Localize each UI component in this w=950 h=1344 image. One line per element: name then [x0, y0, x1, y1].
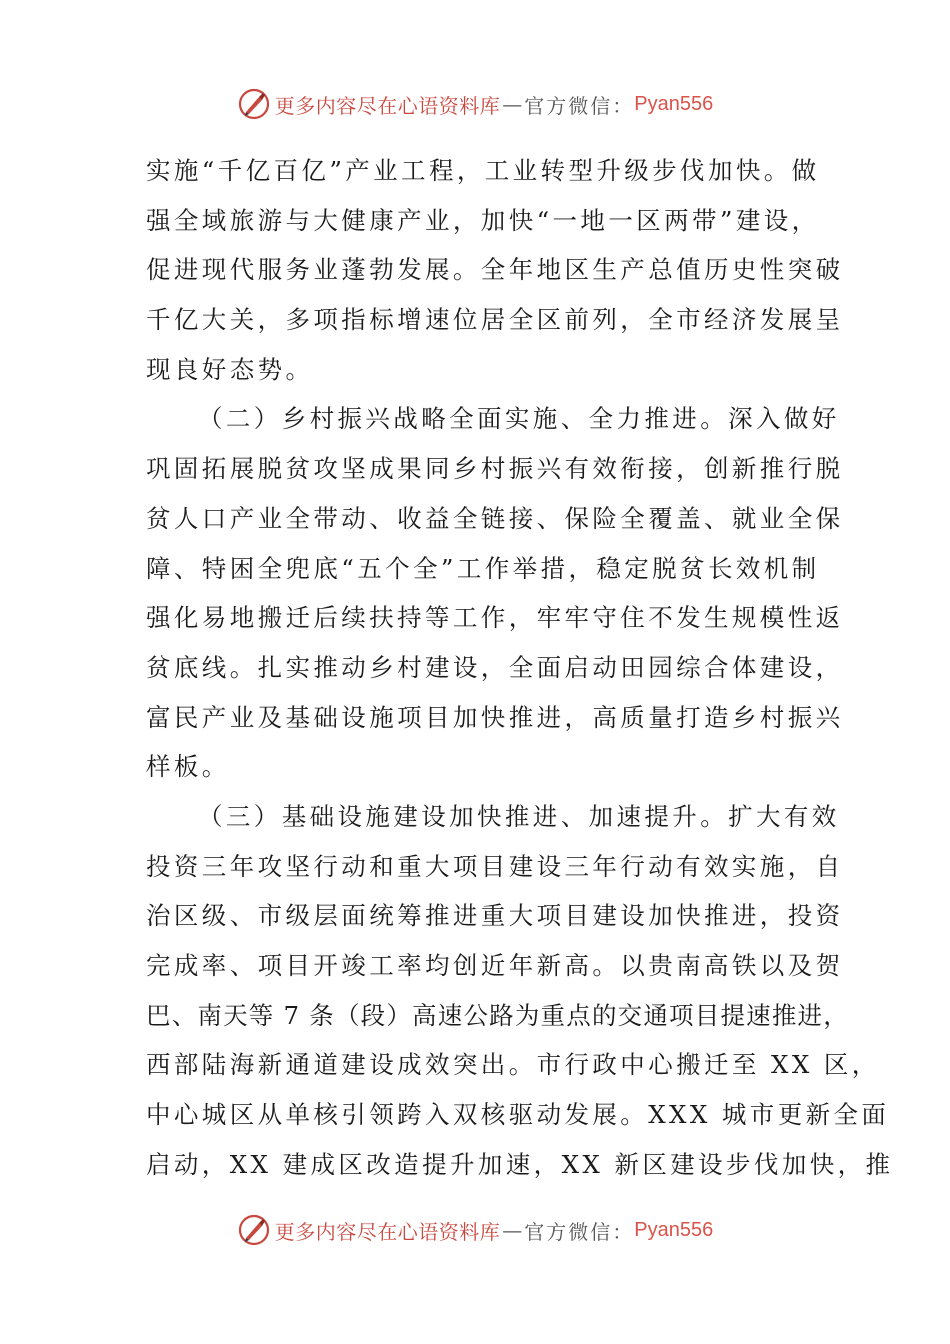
body-line: 强化易地搬迁后续扶持等工作，牢牢守住不发生规模性返 [146, 603, 844, 633]
header-brand-text: 更多内容尽在心语资料库 [274, 93, 501, 118]
footer-dash: — [502, 1218, 523, 1242]
body-line: 实施“千亿百亿”产业工程，工业转型升级步伐加快。做 [146, 156, 820, 185]
body-line: 中心城区从单核引领跨入双核驱动发展。XXX 城市更新全面 [146, 1100, 890, 1130]
header-watermark [0, 84, 950, 124]
header-wechat-id: Pyan556 [634, 92, 714, 115]
body-line: 千亿大关，多项指标增速位居全区前列，全市经济发展呈 [146, 305, 844, 335]
pen-logo-icon [237, 87, 271, 121]
section-heading-line: （三）基础设施建设加快推进、加速提升。扩大有效 [198, 801, 840, 831]
document-body [146, 146, 894, 1189]
footer-brand-text: 更多内容尽在心语资料库 [274, 1219, 501, 1244]
body-line: 样板。 [146, 752, 230, 782]
body-line: 治区级、市级层面统筹推进重大项目建设加快推进，投资 [146, 901, 844, 931]
body-line: 强全域旅游与大健康产业，加快“一地一区两带”建设， [146, 205, 820, 235]
body-line: 富民产业及基础设施项目加快推进，高质量打造乡村振兴 [146, 702, 844, 732]
footer-wechat-id: Pyan556 [634, 1218, 714, 1241]
body-line: 西部陆海新通道建设成效突出。市行政中心搬迁至 XX 区， [146, 1050, 880, 1080]
footer-official-label: 官方微信： [524, 1219, 635, 1244]
body-line: 巩固拓展脱贫攻坚成果同乡村振兴有效衔接，创新推行脱 [146, 454, 844, 484]
section-heading-line: （二）乡村振兴战略全面实施、全力推进。深入做好 [198, 404, 840, 434]
body-line: 巴、南天等 7 条（段）高速公路为重点的交通项目提速推进， [146, 1000, 849, 1030]
body-line: 完成率、项目开竣工率均创近年新高。以贵南高铁以及贺 [146, 951, 844, 980]
footer-watermark [0, 1210, 950, 1250]
body-line: 障、特困全兜底“五个全”工作举措，稳定脱贫长效机制 [146, 553, 820, 583]
header-official-label: 官方微信： [524, 93, 635, 118]
body-line: 投资三年攻坚行动和重大项目建设三年行动有效实施，自 [146, 851, 844, 881]
header-dash: — [502, 92, 523, 116]
body-line: 贫底线。扎实推动乡村建设，全面启动田园综合体建设， [146, 652, 844, 682]
pen-logo-icon [237, 1213, 271, 1247]
body-line: 现良好态势。 [146, 354, 314, 384]
body-line: 促进现代服务业蓬勃发展。全年地区生产总值历史性突破 [146, 255, 844, 285]
body-line: 启动，XX 建成区改造提升加速，XX 新区建设步伐加快，推 [146, 1149, 894, 1179]
body-line: 贫人口产业全带动、收益全链接、保险全覆盖、就业全保 [146, 503, 844, 533]
